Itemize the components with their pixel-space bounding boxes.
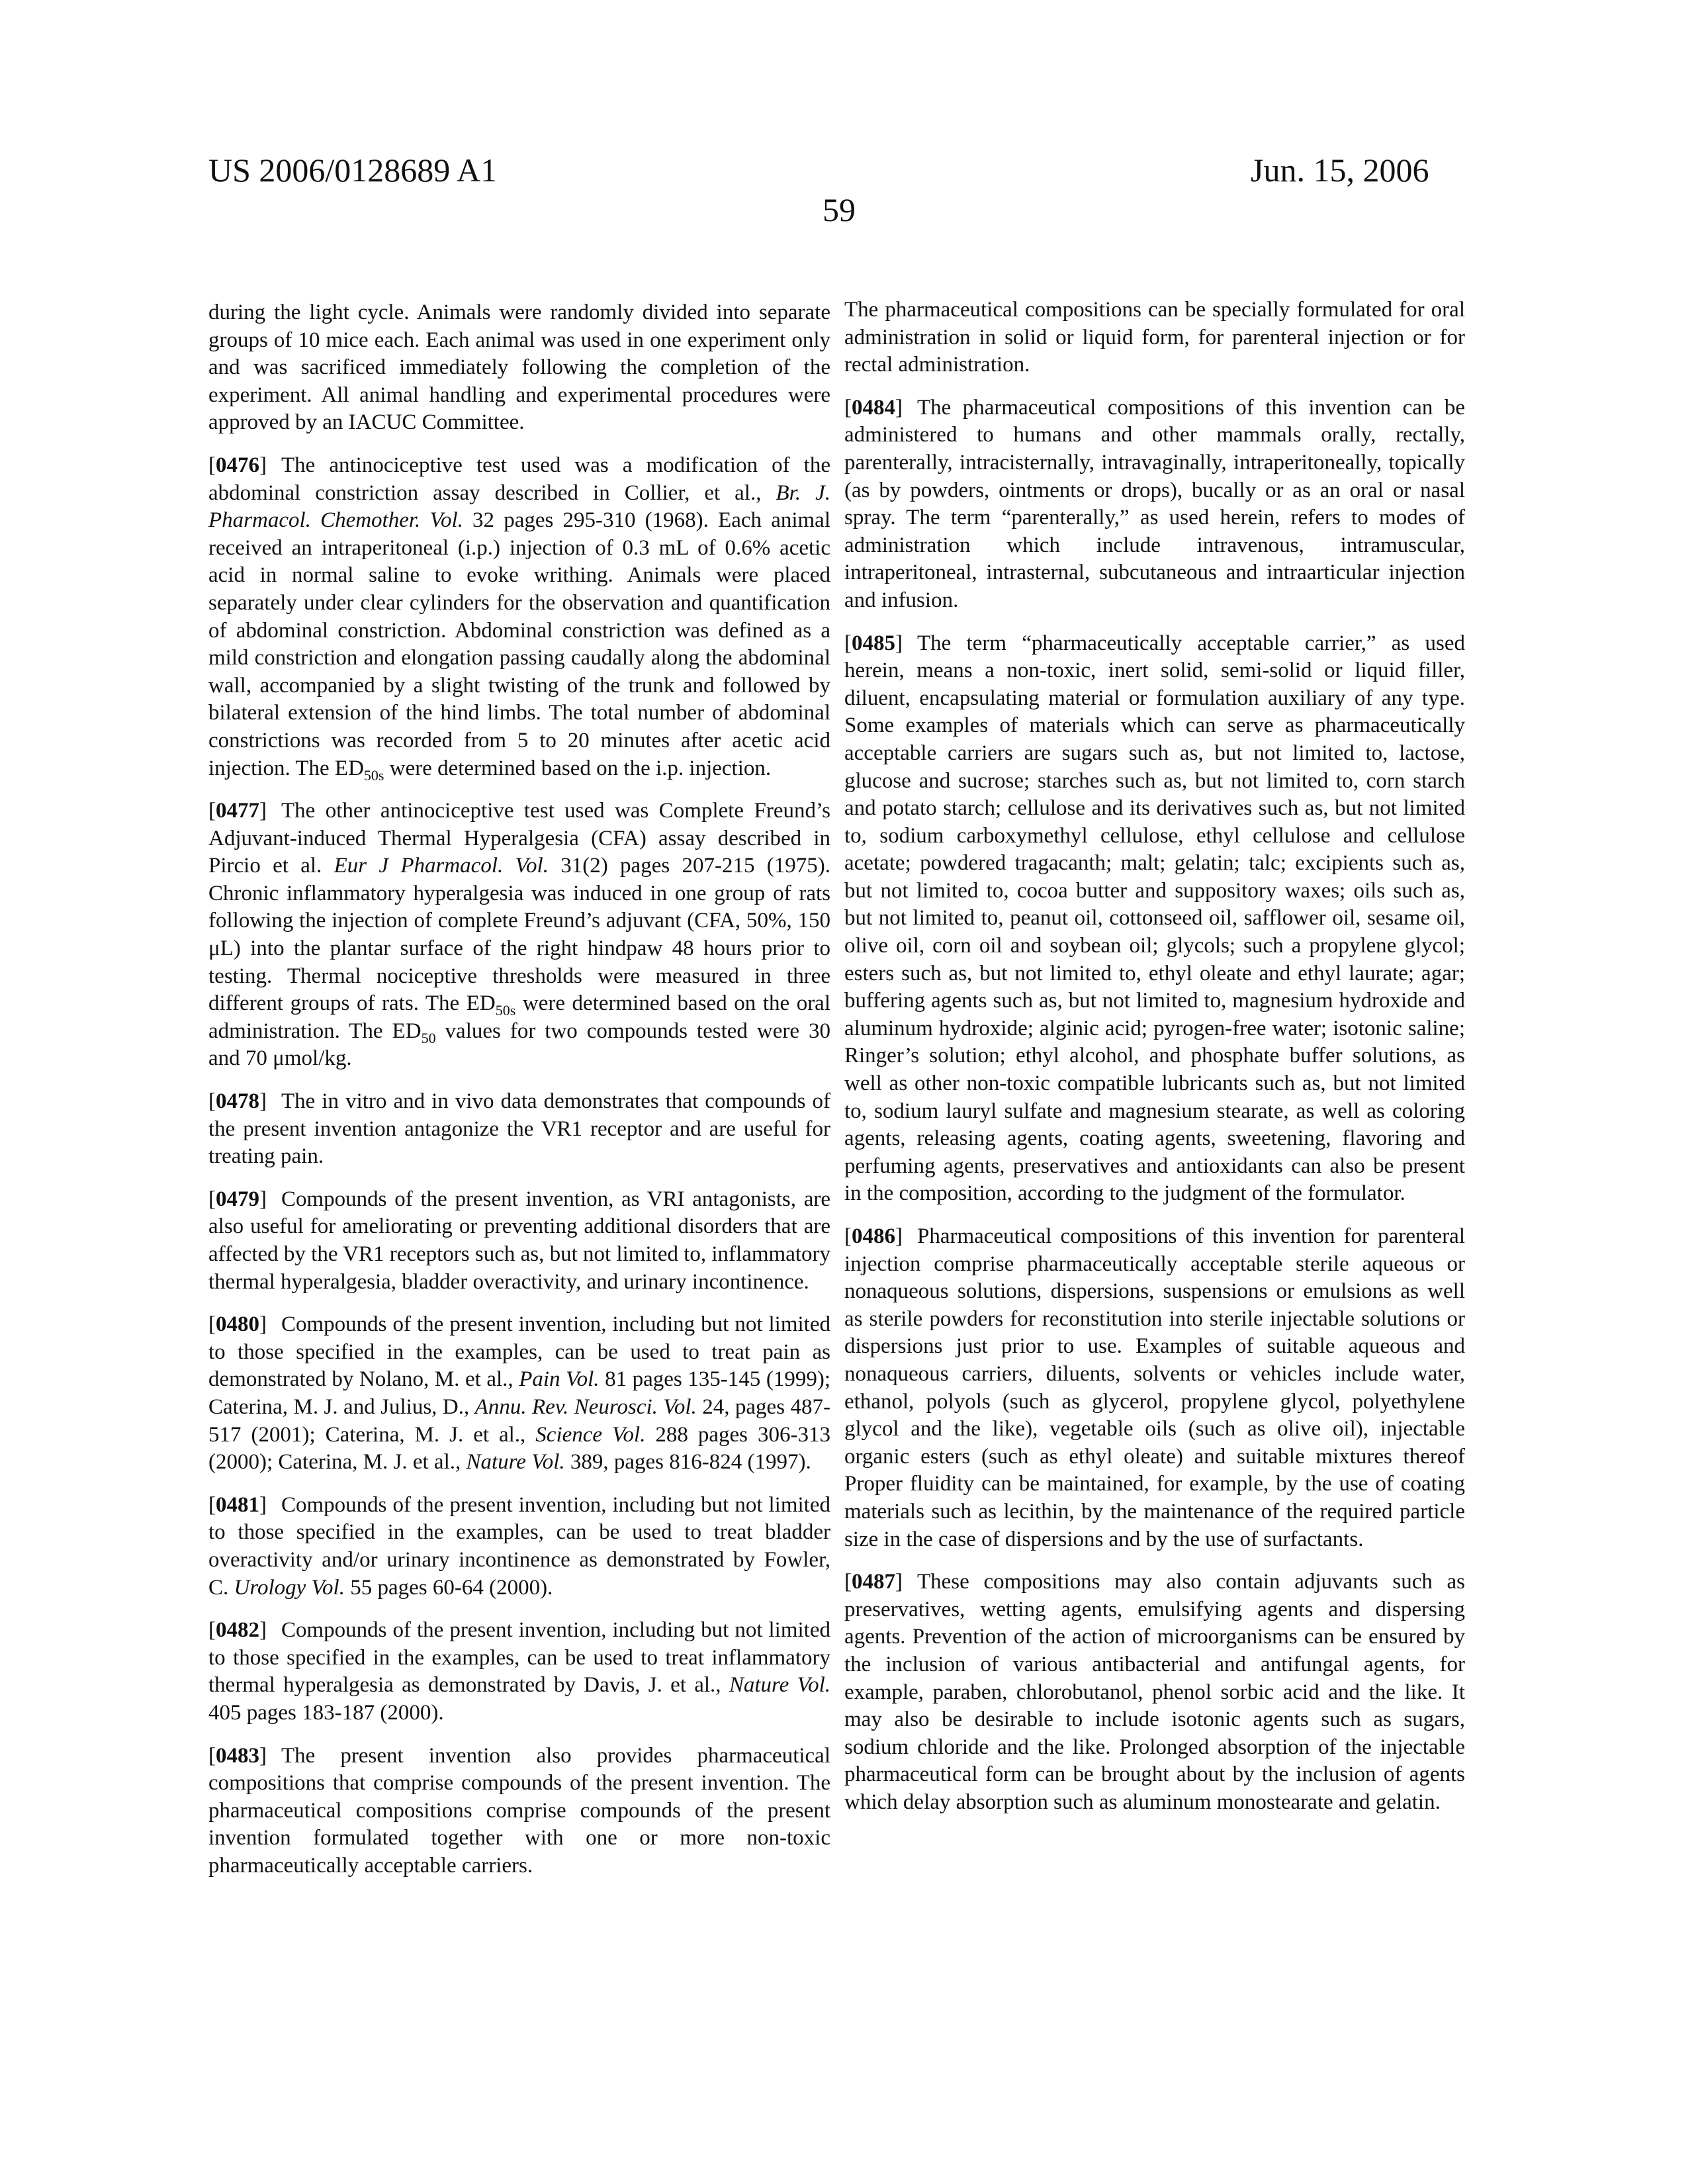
text-run: were determined based on the i.p. injection. (384, 756, 772, 780)
text-run: The antinociceptive test used was a modification of the abdominal constriction assay described in Collier, et al., (208, 453, 830, 505)
paragraph-number: [0486] (844, 1224, 903, 1248)
paragraph-number: [0480] (208, 1312, 267, 1337)
paragraph-number: [0478] (208, 1089, 267, 1114)
paragraph-number: [0476] (208, 453, 267, 477)
text-run: The present invention also provides pharmaceutical compositions that comprise compounds of the present invention. The pharmaceutical compositions comprise compounds of the present invention formulated together with one or more non-toxic pharmaceutically acceptable carriers. (208, 1743, 830, 1878)
paragraph-continuation (844, 296, 1465, 379)
citation-journal: Nature Vol. (466, 1450, 565, 1475)
text-run: 55 pages 60-64 (2000). (344, 1575, 553, 1600)
publication-date: Jun. 15, 2006 (1251, 152, 1429, 189)
paragraph-number: [0477] (208, 799, 267, 823)
citation-journal: Urology Vol. (234, 1575, 345, 1600)
paragraph-0480 (208, 1311, 830, 1477)
text-run: 288 pages 306-313 (2000); Caterina, M. J. et al., (208, 1422, 830, 1475)
right-text-column (844, 296, 1465, 1831)
page-number: 59 (823, 191, 856, 228)
citation-journal: Eur J Pharmacol. Vol. (334, 854, 549, 878)
citation-journal: Science Vol. (535, 1422, 646, 1447)
paragraph-0486 (844, 1223, 1465, 1553)
text-run: The pharmaceutical compositions can be specially formulated for oral administration in solid or liquid form, for parenteral injection or for rectal administration. (844, 298, 1465, 377)
paragraph-continuation (208, 299, 830, 437)
text-run: values for two compounds tested were 30 and 70 μmol/kg. (208, 1019, 830, 1071)
citation-journal: Nature Vol. (729, 1673, 830, 1698)
paragraph-0482 (208, 1617, 830, 1727)
paragraph-number: [0485] (844, 631, 903, 655)
text-run: The in vitro and in vivo data demonstrates that compounds of the present invention antagonize the VR1 receptor and are useful for treating pain. (208, 1089, 830, 1169)
text-run: 405 pages 183-187 (2000). (208, 1700, 444, 1725)
paragraph-0483 (208, 1743, 830, 1880)
paragraph-0476 (208, 452, 830, 782)
text-run: Pharmaceutical compositions of this invention for parenteral injection comprise pharmaceutically acceptable sterile aqueous or nonaqueous solutions, dispersions, suspensions or emulsions as well as sterile powders for reconstitution into sterile injectable solutions or dispersions just prior to use. Examples of suitable aqueous and nonaqueous carriers, diluents, solvents or vehicles include water, ethanol, polyols (such as glycerol, propylene glycol, polyethylene glycol and the like), vegetable oils (such as olive oil), injectable organic esters (such as ethyl oleate) and suitable mixtures thereof Proper fluidity can be maintained, for example, by the use of coating materials such as lecithin, by the maintenance of the required particle size in the case of dispersions and by the use of surfactants. (844, 1224, 1465, 1551)
text-run: The term “pharmaceutically acceptable carrier,” as used herein, means a non-toxic, inert solid, semi-solid or liquid filler, diluent, encapsulating material or formulation auxiliary of any type. Some examples of materials which can serve as pharmaceutically acceptable carriers are sugars such as, but not limited to, lactose, glucose and sucrose; starches such as, but not limited to, corn starch and potato starch; cellulose and its derivatives such as, but not limited to, sodium carboxymethyl cellulose, ethyl cellulose and cellulose acetate; powdered tragacanth; malt; gelatin; talc; excipients such as, but not limited to, cocoa butter and suppository waxes; oils such as, but not limited to, peanut oil, cottonseed oil, safflower oil, sesame oil, olive oil, corn oil and soybean oil; glycols; such a propylene glycol; esters such as, but not limited to, ethyl oleate and ethyl laurate; agar; buffering agents such as, but not limited to, magnesium hydroxide and aluminum hydroxide; alginic acid; pyrogen-free water; isotonic saline; Ringer’s solution; ethyl alcohol, and phosphate buffer solutions, as well as other non-toxic compatible lubricants such as, but not limited to, sodium lauryl sulfate and magnesium stearate, as well as coloring agents, releasing agents, coating agents, sweetening, flavoring and perfuming agents, preservatives and antioxidants can also be present in the composition, according to the judgment of the formulator. (844, 631, 1465, 1206)
citation-journal: Br. J. Pharmacol. Chemother. Vol. (208, 480, 830, 533)
paragraph-number: [0481] (208, 1492, 267, 1517)
text-run: were determined based on the oral administration. The ED (208, 991, 831, 1043)
text-run: 31(2) pages 207-215 (1975). Chronic inflammatory hyperalgesia was induced in one group of rats following the injection of complete Freund’s adjuvant (CFA, 50%, 150 μL) into the plantar surface of the right hindpaw 48 hours prior to testing. Thermal nociceptive thresholds were measured in three different groups of rats. The ED (208, 854, 830, 1016)
paragraph-0481 (208, 1492, 830, 1602)
paragraph-0484 (844, 394, 1465, 615)
paragraph-number: [0483] (208, 1743, 267, 1768)
citation-journal: Pain Vol. (519, 1367, 600, 1392)
paragraph-0477 (208, 797, 830, 1073)
text-run: These compositions may also contain adjuvants such as preservatives, wetting agents, emulsifying agents and dispersing agents. Prevention of the action of microorganisms can be ensured by the inclusion of various antibacterial and antifungal agents, for example, paraben, chlorobutanol, phenol sorbic acid and the like. It may also be desirable to include isotonic agents such as sugars, sodium chloride and the like. Prolonged absorption of the injectable pharmaceutical form can be brought about by the inclusion of agents which delay absorption such as aluminum monostearate and gelatin. (844, 1570, 1465, 1814)
left-text-column (208, 299, 830, 1895)
text-run: Compounds of the present invention, including but not limited to those specified in the examples, can be used to treat pain as demonstrated by Nolano, M. et al., (208, 1312, 830, 1392)
paragraph-0479 (208, 1186, 830, 1296)
text-run: during the light cycle. Animals were randomly divided into separate groups of 10 mice each. Each animal was used in one experiment only and was sacrificed immediately following the completion of the experiment. All animal handling and experimental procedures were approved by an IACUC Committee. (208, 300, 830, 435)
paragraph-number: [0479] (208, 1187, 267, 1211)
citation-journal: Annu. Rev. Neurosci. Vol. (474, 1394, 697, 1419)
text-run: 24, pages 487-517 (2001); Caterina, M. J. et al., (208, 1394, 830, 1447)
paragraph-0485 (844, 630, 1465, 1208)
paragraph-0478 (208, 1088, 830, 1171)
patent-number: US 2006/0128689 A1 (208, 152, 498, 189)
text-run: Compounds of the present invention, as VRI antagonists, are also useful for ameliorating or preventing additional disorders that are affected by the VR1 receptors such as, but not limited to, inflammatory thermal hyperalgesia, bladder overactivity, and urinary incontinence. (208, 1187, 830, 1294)
text-run: Compounds of the present invention, including but not limited to those specified in the examples, can be used to treat bladder overactivity and/or urinary incontinence as demonstrated by Fowler, C. (208, 1492, 830, 1600)
text-run: 389, pages 816-824 (1997). (564, 1450, 811, 1475)
text-run: Compounds of the present invention, including but not limited to those specified in the examples, can be used to treat inflammatory thermal hyperalgesia as demonstrated by Davis, J. et al., (208, 1618, 830, 1698)
text-run: 81 pages 135-145 (1999); Caterina, M. J. and Julius, D., (208, 1367, 830, 1419)
text-run: The pharmaceutical compositions of this invention can be administered to humans and other mammals orally, rectally, parenterally, intracisternally, intravaginally, intraperitoneally, topically (as by powders, ointments or drops), bucally or as an oral or nasal spray. The term “parenterally,” as used herein, refers to modes of administration which include intravenous, intramuscular, intraperitoneal, intrasternal, subcutaneous and intraarticular injection and infusion. (844, 395, 1465, 612)
paragraph-number: [0487] (844, 1570, 903, 1594)
subscript: 50s (363, 766, 384, 784)
text-run: 32 pages 295-310 (1968). Each animal received an intraperitoneal (i.p.) injection of 0.3 mL of 0.6% acetic acid in normal saline to evoke writhing. Animals were placed separately under clear cylinders for the observation and quantification of abdominal constriction. Abdominal constriction was defined as a mild constriction and elongation passing caudally along the abdominal wall, accompanied by a slight twisting of the trunk and followed by bilateral extension of the hind limbs. The total number of abdominal constrictions was recorded from 5 to 20 minutes after acetic acid injection. The ED (208, 508, 830, 780)
paragraph-0487 (844, 1569, 1465, 1816)
paragraph-number: [0482] (208, 1618, 267, 1643)
subscript: 50s (495, 1002, 516, 1019)
text-run: The other antinociceptive test used was Complete Freund’s Adjuvant-induced Thermal Hyperalgesia (CFA) assay described in Pircio et al. (208, 799, 830, 878)
subscript: 50 (421, 1029, 436, 1046)
paragraph-number: [0484] (844, 395, 903, 420)
